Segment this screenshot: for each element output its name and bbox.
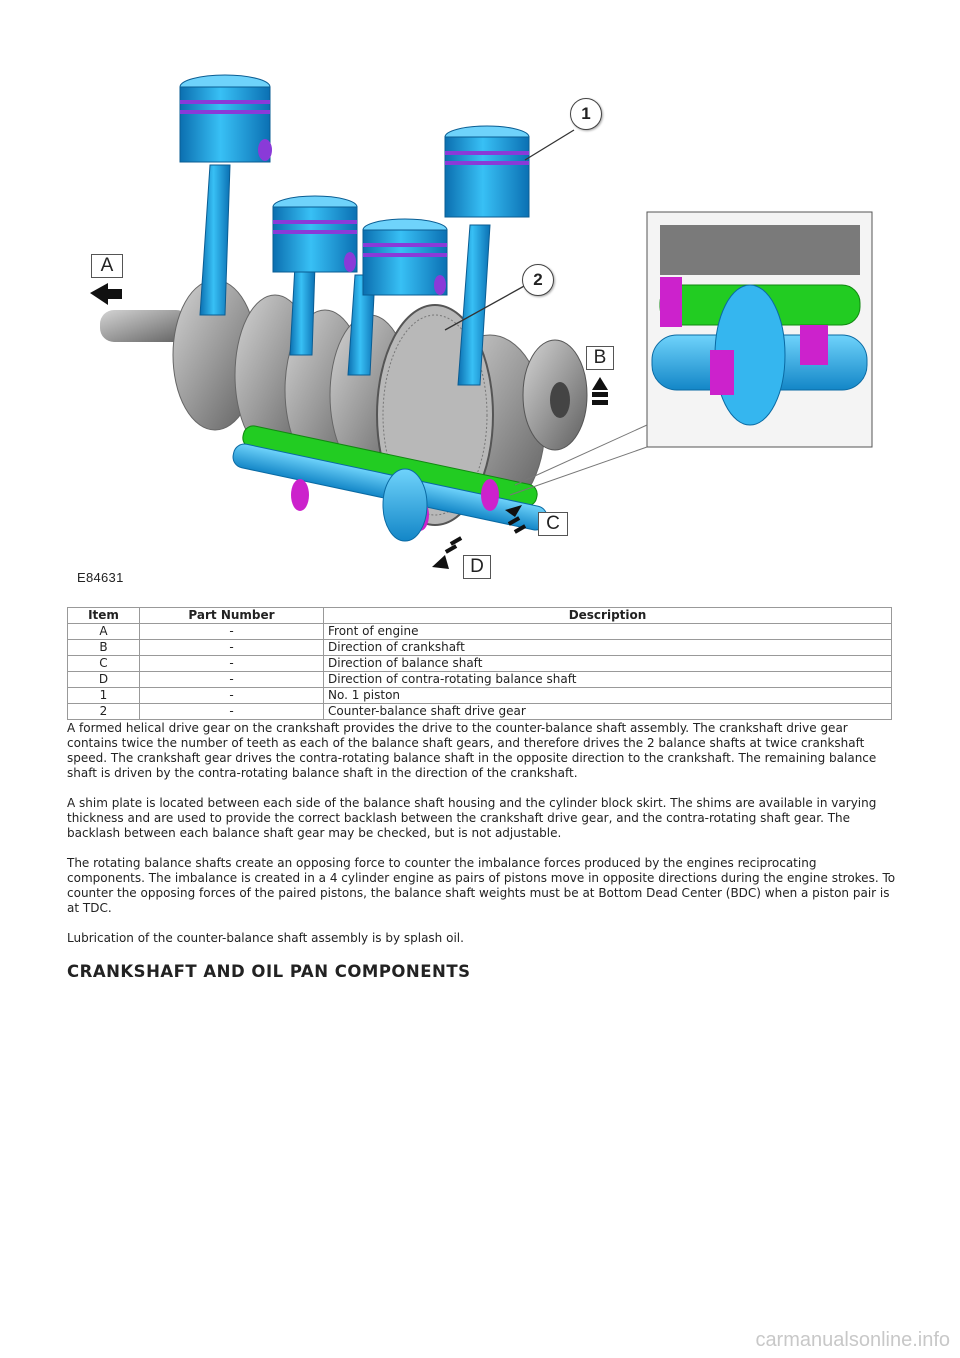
- cell-description: Direction of crankshaft: [324, 640, 892, 656]
- table-row: [68, 640, 892, 656]
- paragraph-shim-plate: A shim plate is located between each side of the balance shaft housing and the cylinder block skirt. The shims are available in varying thickness and are used to provide the correct backlash between the crankshaft drive gear, and the contra-rotating shaft gear. The backlash between each balance shaft gear may be checked, but is not adjustable.: [67, 796, 877, 840]
- assembly-drawing: [60, 55, 900, 590]
- header-part-number: Part Number: [140, 608, 324, 624]
- header-description: Description: [324, 608, 892, 624]
- cell-item: 1: [68, 688, 140, 704]
- description-text: [67, 721, 897, 961]
- paragraph-drive-gear: A formed helical drive gear on the crankshaft provides the drive to the counter-balance shaft assembly. The crankshaft drive gear contains twice the number of teeth as each of the balance shaft gears, and therefore drives the 2 balance shafts at twice crankshaft speed. The crankshaft gear drives the contra-rotating balance shaft in the opposite direction to the crankshaft. The remaining balance shaft is driven by the contra-rotating balance shaft in the direction of the crankshaft.: [67, 721, 877, 780]
- cell-description: Counter-balance shaft drive gear: [324, 704, 892, 720]
- crankshaft-balance-shaft-illustration: [60, 55, 900, 590]
- cell-description: Front of engine: [324, 624, 892, 640]
- cell-part-number: -: [140, 672, 324, 688]
- callout-D: D: [463, 555, 491, 579]
- cell-part-number: -: [140, 688, 324, 704]
- cell-part-number: -: [140, 656, 324, 672]
- callout-C: C: [538, 512, 568, 536]
- figure-id: E84631: [77, 570, 124, 585]
- paragraph-lubrication: Lubrication of the counter-balance shaft assembly is by splash oil.: [67, 931, 464, 945]
- parts-table: [67, 607, 892, 720]
- callout-B: B: [586, 346, 614, 370]
- cell-part-number: -: [140, 704, 324, 720]
- callout-A: A: [91, 254, 123, 278]
- table-row: [68, 688, 892, 704]
- direction-arrow-B: [592, 377, 608, 405]
- cell-item: D: [68, 672, 140, 688]
- cell-item: A: [68, 624, 140, 640]
- cell-part-number: -: [140, 624, 324, 640]
- table-row: [68, 624, 892, 640]
- header-item: Item: [68, 608, 140, 624]
- cell-description: Direction of contra-rotating balance shaft: [324, 672, 892, 688]
- callout-1: 1: [570, 98, 602, 130]
- table-row: [68, 704, 892, 720]
- callout-2: 2: [522, 264, 554, 296]
- table-header-row: [68, 608, 892, 624]
- cell-description: No. 1 piston: [324, 688, 892, 704]
- paragraph-balance-forces: The rotating balance shafts create an opposing force to counter the imbalance forces produced by the engines reciprocating components. The imbalance is created in a 4 cylinder engine as pairs of pistons move in opposite directions during the engine strokes. To counter the opposing forces of the paired pistons, the balance shaft weights must be at Bottom Dead Center (BDC) when a piston pair is at TDC.: [67, 856, 896, 915]
- table-row: [68, 672, 892, 688]
- cell-item: C: [68, 656, 140, 672]
- table-row: [68, 656, 892, 672]
- cell-description: Direction of balance shaft: [324, 656, 892, 672]
- watermark: carmanualsonline.info: [755, 1329, 950, 1351]
- cell-item: B: [68, 640, 140, 656]
- direction-arrow-D: [432, 536, 462, 569]
- cell-part-number: -: [140, 640, 324, 656]
- cell-item: 2: [68, 704, 140, 720]
- direction-arrow-A: [90, 283, 122, 305]
- section-heading: CRANKSHAFT AND OIL PAN COMPONENTS: [67, 962, 471, 981]
